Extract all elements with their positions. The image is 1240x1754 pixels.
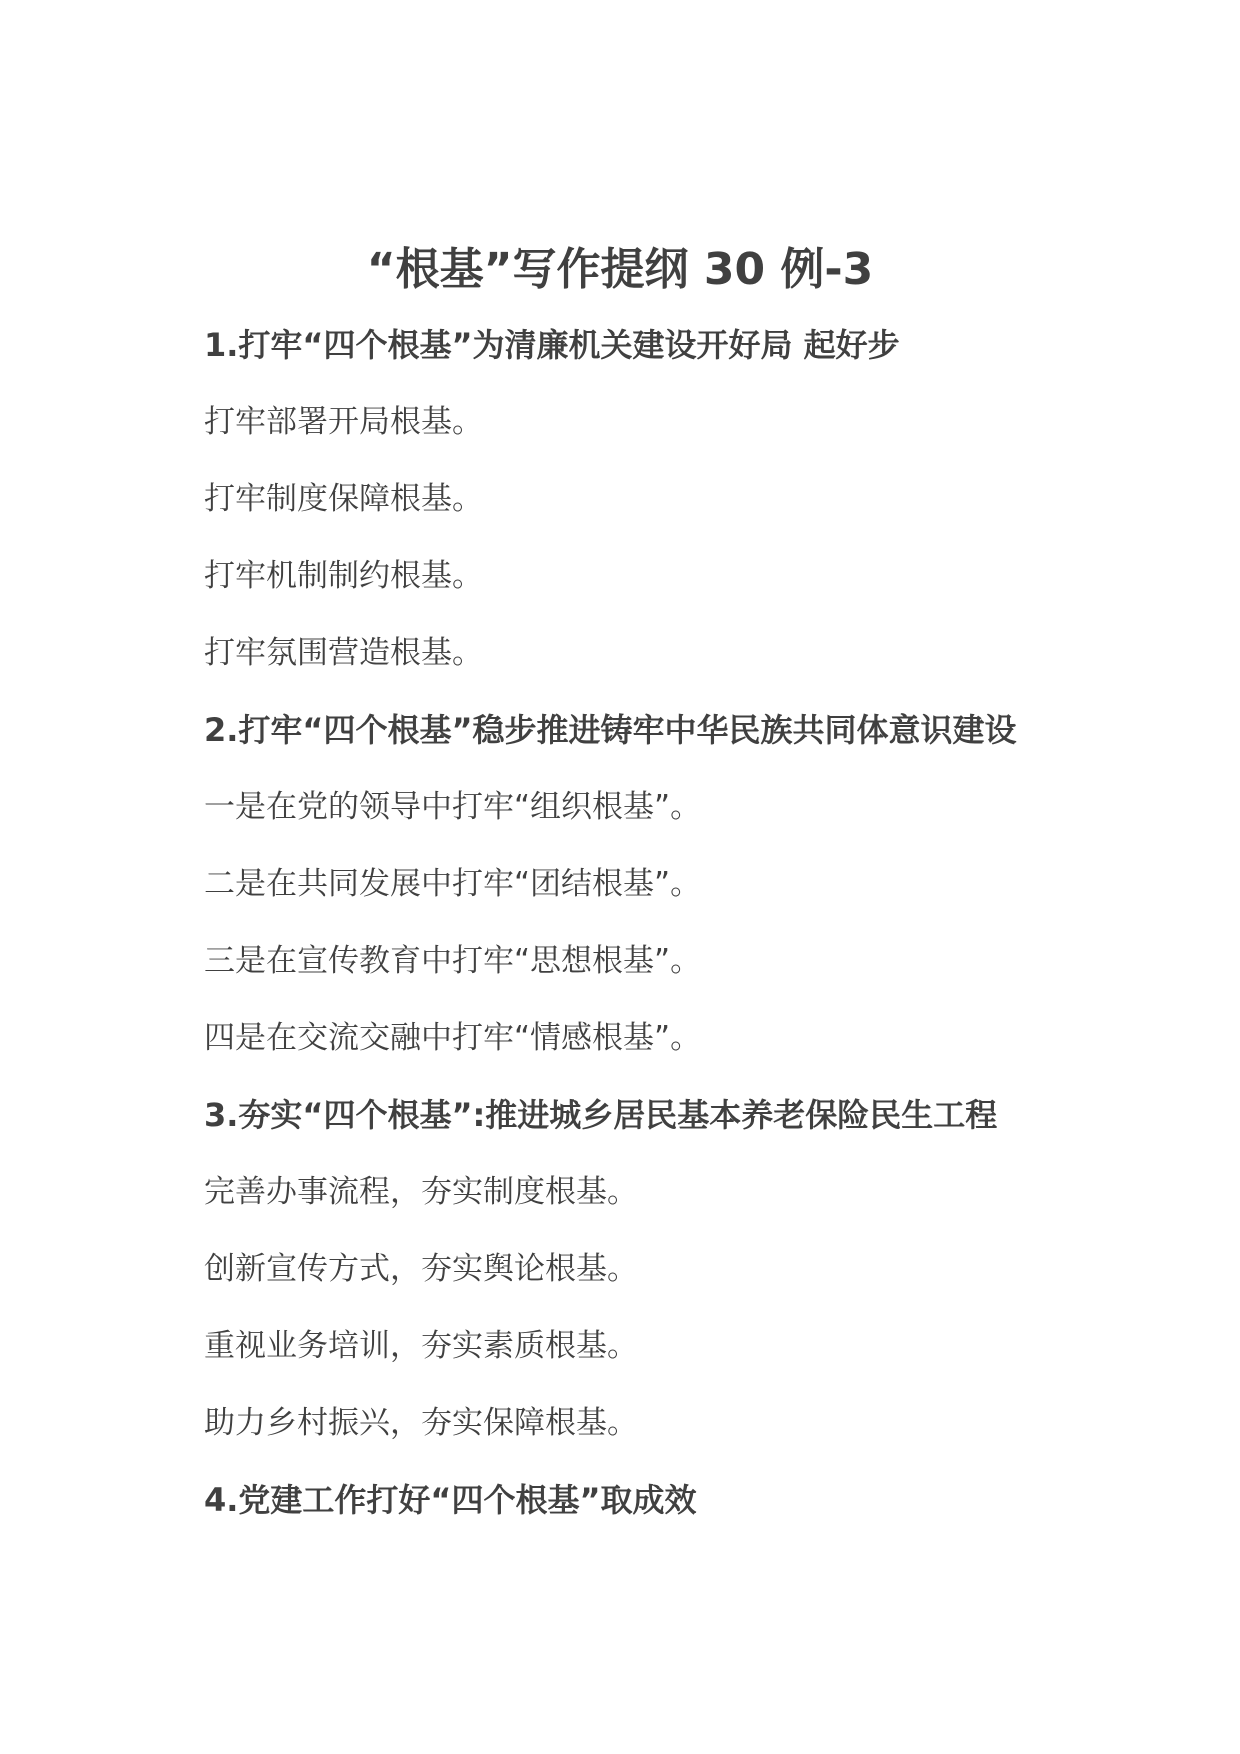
list-item: 打牢制度保障根基。 bbox=[204, 481, 483, 517]
list-item: 三是在宣传教育中打牢“思想根基”。 bbox=[204, 943, 702, 979]
list-item: 二是在共同发展中打牢“团结根基”。 bbox=[204, 866, 702, 902]
list-item: 一是在党的领导中打牢“组织根基”。 bbox=[204, 789, 702, 825]
list-item: 重视业务培训，夯实素质根基。 bbox=[204, 1328, 638, 1364]
list-item: 打牢部署开局根基。 bbox=[204, 404, 483, 440]
list-item: 完善办事流程，夯实制度根基。 bbox=[204, 1174, 638, 1210]
list-item: 创新宣传方式，夯实舆论根基。 bbox=[204, 1251, 638, 1287]
section-heading: 3.夯实“四个根基”:推进城乡居民基本养老保险民生工程 bbox=[204, 1096, 998, 1134]
section-heading: 2.打牢“四个根基”稳步推进铸牢中华民族共同体意识建设 bbox=[204, 711, 1017, 749]
document-title: “根基”写作提纲 30 例-3 bbox=[366, 244, 874, 295]
section-heading: 4.党建工作打好“四个根基”取成效 bbox=[204, 1481, 697, 1519]
list-item: 四是在交流交融中打牢“情感根基”。 bbox=[204, 1020, 702, 1056]
list-item: 打牢氛围营造根基。 bbox=[204, 635, 483, 671]
list-item: 助力乡村振兴，夯实保障根基。 bbox=[204, 1405, 638, 1441]
list-item: 打牢机制制约根基。 bbox=[204, 558, 483, 594]
section-heading: 1.打牢“四个根基”为清廉机关建设开好局 起好步 bbox=[204, 326, 900, 364]
